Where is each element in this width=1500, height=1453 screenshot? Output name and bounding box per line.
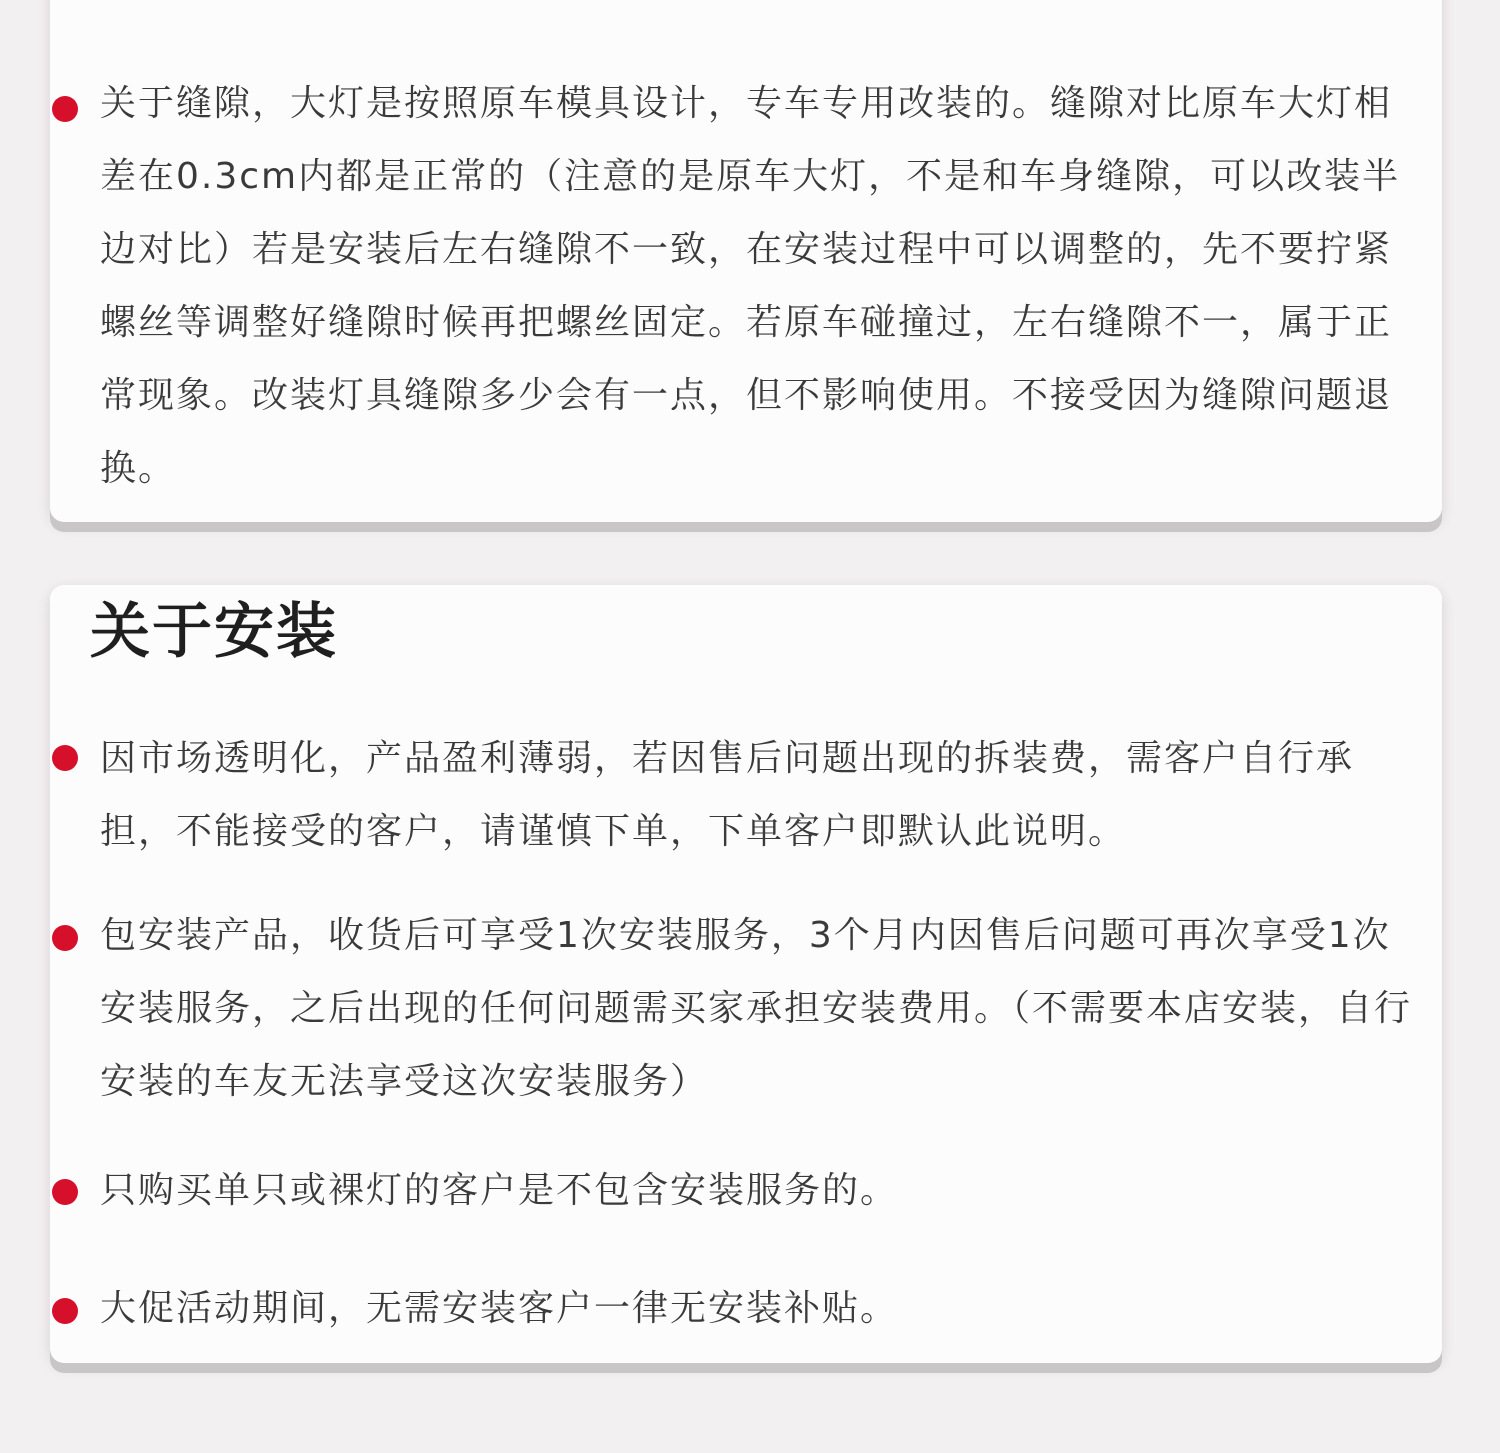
- bullet-dot-icon: [52, 1298, 78, 1324]
- gap-notice-card: [50, 0, 1442, 522]
- gap-notice-text: 关于缝隙，大灯是按照原车模具设计，专车专用改装的。缝隙对比原车大灯相差在0.3cm内都是正常的（注意的是原车大灯，不是和车身缝隙，可以改装半边对比）若是安装后左右缝隙不一致，在安装过程中可以调整的，先不要拧紧螺丝等调整好缝隙时候再把螺丝固定。若原车碰撞过，左右缝隙不一，属于正常现象。改装灯具缝隙多少会有一点，但不影响使用。不接受因为缝隙问题退换。: [100, 83, 1401, 489]
- installation-notice-card: [50, 585, 1442, 1363]
- bullet-dot-icon: [52, 1179, 78, 1205]
- section-title: 关于安装: [90, 597, 338, 667]
- installation-text-2: 包安装产品，收货后可享受1次安装服务，3个月内因售后问题可再次享受1次安装服务，之后出现的任何问题需买家承担安装费用。（不需要本店安装，自行安装的车友无法享受这次安装服务）: [100, 915, 1413, 1102]
- installation-text-3: 只购买单只或裸灯的客户是不包含安装服务的。: [100, 1170, 899, 1211]
- bullet-dot-icon: [52, 96, 78, 122]
- bullet-dot-icon: [52, 925, 78, 951]
- installation-text-1: 因市场透明化，产品盈利薄弱，若因售后问题出现的拆装费，需客户自行承担，不能接受的客户，请谨慎下单，下单客户即默认此说明。: [100, 738, 1355, 852]
- installation-text-4: 大促活动期间，无需安装客户一律无安装补贴。: [100, 1288, 899, 1329]
- bullet-dot-icon: [52, 745, 78, 771]
